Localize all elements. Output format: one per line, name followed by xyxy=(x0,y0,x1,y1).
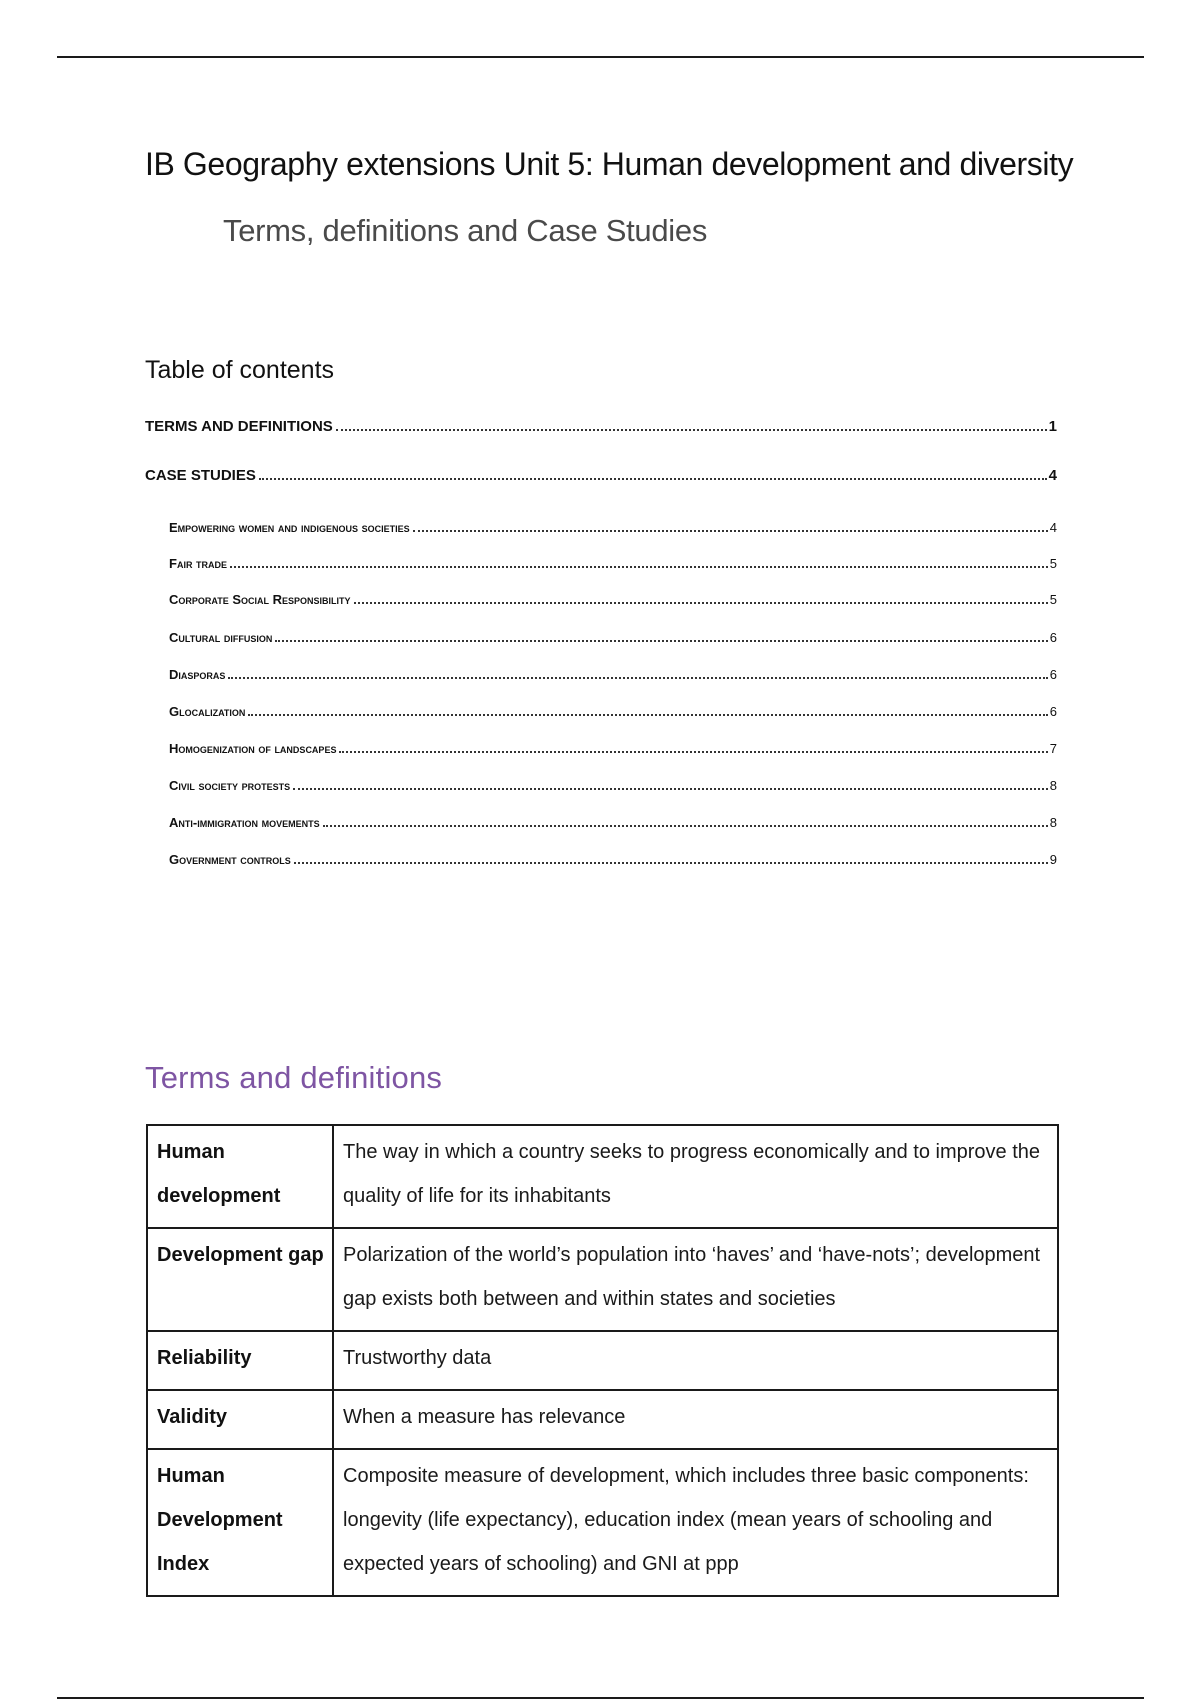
toc-entry-page: 7 xyxy=(1049,741,1057,756)
table-row xyxy=(147,1331,1058,1390)
toc-entry-page: 1 xyxy=(1048,418,1057,435)
toc-entry-page: 5 xyxy=(1049,592,1057,607)
term-cell: Development gap xyxy=(147,1228,333,1331)
toc-entry-label: Cultural diffusion xyxy=(169,630,273,645)
toc-leader-dots xyxy=(275,640,1047,642)
toc-entry-label: CASE STUDIES xyxy=(145,467,256,484)
definitions-table xyxy=(146,1124,1059,1597)
document-subtitle: Terms, definitions and Case Studies xyxy=(223,213,708,248)
toc-entry-label: Corporate Social Responsibility xyxy=(169,592,351,607)
toc-entry-corporate-social-responsibility[interactable] xyxy=(169,592,1057,607)
toc-entry-page: 6 xyxy=(1049,630,1057,645)
toc-entry-civil-society-protests[interactable] xyxy=(169,778,1057,793)
term-cell: Validity xyxy=(147,1390,333,1449)
definition-cell: When a measure has relevance xyxy=(333,1390,1058,1449)
definition-cell: Polarization of the world’s population into ‘haves’ and ‘have-nots’; development gap exists both between and within states and societies xyxy=(333,1228,1058,1331)
toc-entry-label: Anti-immigration movements xyxy=(169,815,320,830)
definition-cell: Trustworthy data xyxy=(333,1331,1058,1390)
footer-rule xyxy=(57,1697,1144,1699)
toc-entry-page: 6 xyxy=(1049,667,1057,682)
table-row xyxy=(147,1390,1058,1449)
toc-entry-glocalization[interactable] xyxy=(169,704,1057,719)
toc-entry-case-studies[interactable] xyxy=(145,467,1057,484)
toc-leader-dots xyxy=(259,478,1047,480)
toc-entry-page: 9 xyxy=(1049,852,1057,867)
toc-leader-dots xyxy=(323,825,1048,827)
term-cell: Reliability xyxy=(147,1331,333,1390)
document-title: IB Geography extensions Unit 5: Human development and diversity xyxy=(145,146,1074,182)
toc-entry-page: 4 xyxy=(1048,467,1057,484)
toc-entry-page: 4 xyxy=(1049,520,1057,535)
toc-leader-dots xyxy=(413,530,1048,532)
toc-leader-dots xyxy=(354,602,1048,604)
toc-entry-fair-trade[interactable] xyxy=(169,556,1057,571)
toc-entry-label: Diasporas xyxy=(169,667,226,682)
term-cell: Human Development Index xyxy=(147,1449,333,1596)
toc-leader-dots xyxy=(248,714,1047,716)
definition-cell: The way in which a country seeks to progress economically and to improve the quality of life for its inhabitants xyxy=(333,1125,1058,1228)
toc-entry-empowering-women[interactable] xyxy=(169,520,1057,535)
toc-entry-diasporas[interactable] xyxy=(169,667,1057,682)
table-row xyxy=(147,1125,1058,1228)
toc-entry-page: 8 xyxy=(1049,815,1057,830)
toc-leader-dots xyxy=(228,677,1047,679)
table-row xyxy=(147,1449,1058,1596)
definition-cell: Composite measure of development, which includes three basic components: longevity (life expectancy), education index (mean years of schooling and expected years of schooling) and GNI at ppp xyxy=(333,1449,1058,1596)
toc-entry-government-controls[interactable] xyxy=(169,852,1057,867)
toc-entry-terms-and-definitions[interactable] xyxy=(145,418,1057,435)
toc-leader-dots xyxy=(339,751,1047,753)
toc-entry-label: TERMS AND DEFINITIONS xyxy=(145,418,333,435)
terms-section-heading: Terms and definitions xyxy=(145,1060,443,1095)
toc-entry-homogenization-of-landscapes[interactable] xyxy=(169,741,1057,756)
toc-heading: Table of contents xyxy=(145,356,335,384)
toc-entry-label: Empowering women and indigenous societies xyxy=(169,520,410,535)
toc-leader-dots xyxy=(294,862,1048,864)
toc-entry-page: 5 xyxy=(1049,556,1057,571)
header-rule xyxy=(57,56,1144,58)
toc-leader-dots xyxy=(293,788,1048,790)
toc-entry-page: 6 xyxy=(1049,704,1057,719)
toc-leader-dots xyxy=(336,429,1047,431)
toc-entry-label: Glocalization xyxy=(169,704,246,719)
toc-entry-cultural-diffusion[interactable] xyxy=(169,630,1057,645)
toc-leader-dots xyxy=(230,566,1048,568)
toc-entry-anti-immigration-movements[interactable] xyxy=(169,815,1057,830)
toc-entry-label: Civil society protests xyxy=(169,778,291,793)
table-row xyxy=(147,1228,1058,1331)
term-cell: Human development xyxy=(147,1125,333,1228)
toc-entry-label: Fair trade xyxy=(169,556,228,571)
toc-entry-page: 8 xyxy=(1049,778,1057,793)
toc-entry-label: Government controls xyxy=(169,852,291,867)
toc-entry-label: Homogenization of landscapes xyxy=(169,741,337,756)
